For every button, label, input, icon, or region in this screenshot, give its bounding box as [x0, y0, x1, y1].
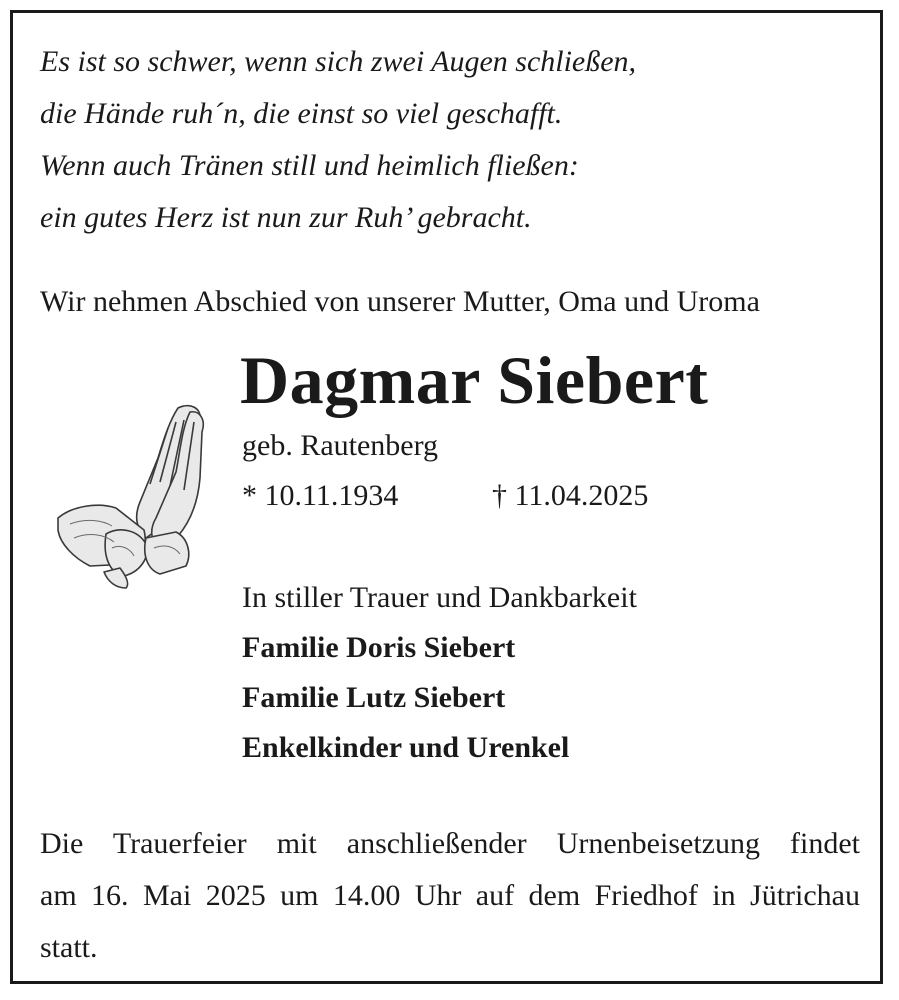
ceremony-line: statt.	[40, 931, 98, 964]
ceremony-line: am 16. Mai 2025 um 14.00 Uhr auf dem Friedhof in Jütrichau	[40, 879, 860, 912]
birth-date: * 10.11.1934	[242, 479, 399, 512]
mourning-phrase: In stiller Trauer und Dankbarkeit	[242, 581, 637, 614]
death-date: † 11.04.2025	[492, 479, 649, 512]
poem-line: die Hände ruh´n, die einst so viel geschafft.	[40, 97, 563, 130]
life-dates	[242, 474, 649, 518]
poem-line: Wenn auch Tränen still und heimlich fließen:	[40, 149, 579, 182]
ceremony-info	[40, 818, 860, 974]
poem-line: Es ist so schwer, wenn sich zwei Augen schließen,	[40, 45, 637, 78]
family-name: Enkelkinder und Urenkel	[242, 731, 570, 764]
poem	[40, 36, 636, 244]
farewell-intro: Wir nehmen Abschied von unserer Mutter, Oma und Uroma	[40, 285, 760, 318]
family-name: Familie Doris Siebert	[242, 631, 516, 664]
poem-line: ein gutes Herz ist nun zur Ruh’ gebracht.	[40, 201, 532, 234]
ceremony-line: Die Trauerfeier mit anschließender Urnenbeisetzung findet	[40, 827, 860, 860]
deceased-name: Dagmar Siebert	[240, 342, 709, 418]
mourners-block	[242, 573, 637, 773]
maiden-name: geb. Rautenberg	[242, 429, 439, 462]
praying-hands-icon	[50, 398, 212, 590]
family-name: Familie Lutz Siebert	[242, 681, 506, 714]
